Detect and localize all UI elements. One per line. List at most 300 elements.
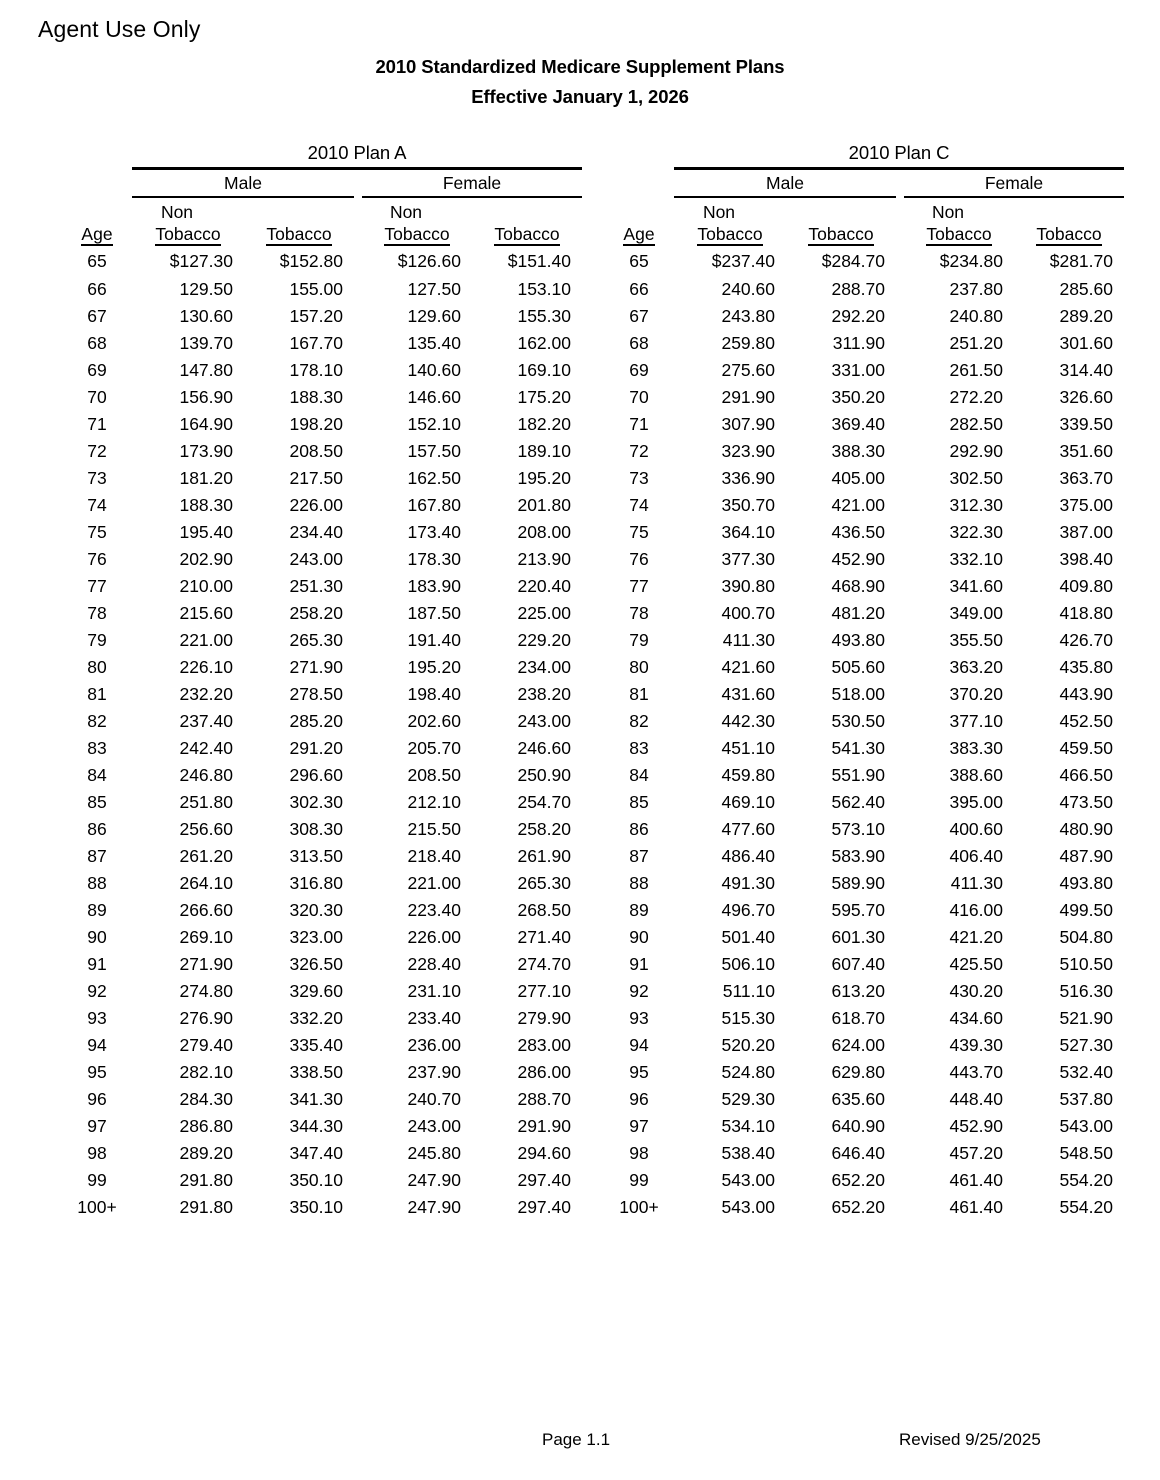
age-cell: 69 <box>629 359 649 380</box>
age-cell: 95 <box>87 1061 107 1082</box>
female-tobacco-cell: 554.20 <box>1059 1169 1113 1190</box>
table-row <box>604 924 1124 951</box>
female-non-tobacco-cell: 205.70 <box>407 737 461 758</box>
table-row <box>604 762 1124 789</box>
age-cell: 100+ <box>77 1196 117 1217</box>
spacer-cell <box>604 170 674 197</box>
age-cell: 80 <box>87 656 107 677</box>
table-row <box>604 789 1124 816</box>
group-gap <box>354 600 362 627</box>
age-cell: 93 <box>629 1007 649 1028</box>
table-row <box>604 276 1124 303</box>
male-tobacco-cell: 338.50 <box>289 1061 343 1082</box>
female-tobacco-cell: 268.50 <box>517 899 571 920</box>
female-tobacco-cell: 499.50 <box>1059 899 1113 920</box>
female-tobacco-cell: 182.20 <box>517 413 571 434</box>
male-non-tobacco-cell: 307.90 <box>721 413 775 434</box>
plan-a-rate-table <box>62 144 582 1221</box>
group-gap <box>354 411 362 438</box>
female-tobacco-cell: 279.90 <box>517 1007 571 1028</box>
group-gap <box>354 1167 362 1194</box>
female-non-tobacco-cell: 187.50 <box>407 602 461 623</box>
male-non-tobacco-cell: 237.40 <box>179 710 233 731</box>
male-non-tobacco-cell: 240.60 <box>721 278 775 299</box>
male-non-tobacco-cell: 282.10 <box>179 1061 233 1082</box>
age-cell: 67 <box>629 305 649 326</box>
female-tobacco-cell: 537.80 <box>1059 1088 1113 1109</box>
table-row <box>604 303 1124 330</box>
table-row <box>62 384 582 411</box>
female-tobacco-cell: $151.40 <box>507 250 571 271</box>
age-cell: 70 <box>629 386 649 407</box>
male-non-tobacco-cell: 269.10 <box>179 926 233 947</box>
female-non-tobacco-cell: $126.60 <box>397 250 461 271</box>
group-gap <box>896 789 904 816</box>
female-non-tobacco-cell: 215.50 <box>407 818 461 839</box>
male-non-tobacco-cell: 421.60 <box>721 656 775 677</box>
female-tobacco-cell: 195.20 <box>517 467 571 488</box>
age-cell: 99 <box>629 1169 649 1190</box>
female-non-tobacco-cell: 167.80 <box>407 494 461 515</box>
female-non-tobacco-cell: 218.40 <box>407 845 461 866</box>
male-tobacco-cell: 332.20 <box>289 1007 343 1028</box>
male-non-tobacco-cell: 286.80 <box>179 1115 233 1136</box>
male-tobacco-cell: 291.20 <box>289 737 343 758</box>
male-tobacco-cell: 607.40 <box>831 953 885 974</box>
female-non-tobacco-cell: 332.10 <box>949 548 1003 569</box>
male-tobacco-cell: 188.30 <box>289 386 343 407</box>
group-gap <box>896 870 904 897</box>
female-tobacco-cell: 162.00 <box>517 332 571 353</box>
male-tobacco-cell: 292.20 <box>831 305 885 326</box>
table-row <box>62 789 582 816</box>
table-row <box>604 978 1124 1005</box>
female-tobacco-cell: 339.50 <box>1059 413 1113 434</box>
group-gap <box>896 681 904 708</box>
male-non-tobacco-cell: 323.90 <box>721 440 775 461</box>
column-header-text: Tobacco <box>808 226 873 247</box>
female-non-tobacco-cell: 322.30 <box>949 521 1003 542</box>
group-gap <box>354 276 362 303</box>
female-tobacco-cell: 250.90 <box>517 764 571 785</box>
male-non-tobacco-cell: 543.00 <box>721 1196 775 1217</box>
plan-c-col-head-female-tobacco <box>1014 224 1124 248</box>
group-gap <box>354 573 362 600</box>
male-non-tobacco-cell: 130.60 <box>179 305 233 326</box>
group-gap <box>896 1086 904 1113</box>
female-non-tobacco-cell: 461.40 <box>949 1169 1003 1190</box>
female-tobacco-cell: 459.50 <box>1059 737 1113 758</box>
age-cell: 83 <box>629 737 649 758</box>
male-non-tobacco-cell: 538.40 <box>721 1142 775 1163</box>
table-row <box>62 1032 582 1059</box>
male-non-tobacco-cell: 491.30 <box>721 872 775 893</box>
table-row <box>62 546 582 573</box>
group-gap <box>354 224 362 248</box>
table-row <box>62 600 582 627</box>
female-tobacco-cell: 297.40 <box>517 1169 571 1190</box>
male-non-tobacco-cell: 195.40 <box>179 521 233 542</box>
table-row <box>604 411 1124 438</box>
group-gap <box>896 1005 904 1032</box>
female-non-tobacco-cell: 178.30 <box>407 548 461 569</box>
age-cell: 97 <box>629 1115 649 1136</box>
plan-c-group-header-male: Male <box>766 172 804 193</box>
female-non-tobacco-cell: $234.80 <box>939 250 1003 271</box>
male-tobacco-cell: 226.00 <box>289 494 343 515</box>
group-gap <box>354 708 362 735</box>
group-gap <box>896 600 904 627</box>
age-cell: 65 <box>629 250 649 271</box>
female-non-tobacco-cell: 146.60 <box>407 386 461 407</box>
male-tobacco-cell: 481.20 <box>831 602 885 623</box>
age-cell: 81 <box>629 683 649 704</box>
female-non-tobacco-cell: 363.20 <box>949 656 1003 677</box>
male-non-tobacco-cell: 511.10 <box>722 980 775 1001</box>
plan-c-rate-table <box>604 144 1124 1221</box>
plan-a-col-head-female-non-tobacco <box>362 224 472 248</box>
table-row <box>604 465 1124 492</box>
female-tobacco-cell: 351.60 <box>1059 440 1113 461</box>
male-tobacco-cell: 311.90 <box>832 332 885 353</box>
table-row <box>604 438 1124 465</box>
age-cell: 80 <box>629 656 649 677</box>
plan-c-table-block <box>604 144 1124 1221</box>
male-tobacco-cell: 562.40 <box>831 791 885 812</box>
group-gap <box>354 897 362 924</box>
group-gap <box>896 276 904 303</box>
male-tobacco-cell: 198.20 <box>289 413 343 434</box>
male-tobacco-cell: 329.60 <box>289 980 343 1001</box>
age-cell: 73 <box>87 467 107 488</box>
male-tobacco-cell: 308.30 <box>289 818 343 839</box>
group-gap <box>896 330 904 357</box>
table-row <box>604 843 1124 870</box>
male-non-tobacco-cell: 506.10 <box>721 953 775 974</box>
female-tobacco-cell: 271.40 <box>517 926 571 947</box>
female-tobacco-cell: 258.20 <box>517 818 571 839</box>
female-non-tobacco-cell: 282.50 <box>949 413 1003 434</box>
column-header-text: Tobacco <box>155 226 220 247</box>
female-tobacco-cell: 265.30 <box>517 872 571 893</box>
male-non-tobacco-cell: 181.20 <box>179 467 233 488</box>
group-gap <box>354 1086 362 1113</box>
table-row <box>604 1059 1124 1086</box>
page-title-line2: Effective January 1, 2026 <box>471 86 689 107</box>
column-header-text: Tobacco <box>926 226 991 247</box>
plan-a-female-non-label: Non <box>389 202 423 222</box>
table-row <box>62 330 582 357</box>
male-tobacco-cell: 285.20 <box>289 710 343 731</box>
group-gap <box>354 357 362 384</box>
group-gap <box>896 492 904 519</box>
male-non-tobacco-cell: 529.30 <box>721 1088 775 1109</box>
female-tobacco-cell: 213.90 <box>517 548 571 569</box>
age-cell: 75 <box>87 521 107 542</box>
group-gap <box>354 384 362 411</box>
male-non-tobacco-cell: 469.10 <box>721 791 775 812</box>
plan-a-group-header-female: Female <box>442 172 502 193</box>
female-non-tobacco-cell: 212.10 <box>407 791 461 812</box>
female-tobacco-cell: 246.60 <box>517 737 571 758</box>
age-cell: 75 <box>629 521 649 542</box>
table-row <box>62 303 582 330</box>
age-cell: 68 <box>87 332 107 353</box>
male-non-tobacco-cell: 442.30 <box>721 710 775 731</box>
male-tobacco-cell: $284.70 <box>821 250 885 271</box>
age-cell: 84 <box>629 764 649 785</box>
female-tobacco-cell: 387.00 <box>1059 521 1113 542</box>
table-row <box>62 978 582 1005</box>
male-tobacco-cell: 335.40 <box>289 1034 343 1055</box>
female-non-tobacco-cell: 377.10 <box>949 710 1003 731</box>
group-gap <box>354 1032 362 1059</box>
female-tobacco-cell: 532.40 <box>1059 1061 1113 1082</box>
age-cell: 82 <box>629 710 649 731</box>
table-row <box>604 681 1124 708</box>
table-row <box>62 276 582 303</box>
female-non-tobacco-cell: 452.90 <box>949 1115 1003 1136</box>
male-non-tobacco-cell: 411.30 <box>722 629 775 650</box>
male-tobacco-cell: 341.30 <box>289 1088 343 1109</box>
female-tobacco-cell: 189.10 <box>517 440 571 461</box>
female-non-tobacco-cell: 129.60 <box>407 305 461 326</box>
table-row <box>604 247 1124 276</box>
female-non-tobacco-cell: 388.60 <box>949 764 1003 785</box>
plan-c-table-header <box>604 144 1124 247</box>
age-cell: 92 <box>87 980 107 1001</box>
male-non-tobacco-cell: $237.40 <box>711 250 775 271</box>
male-tobacco-cell: 652.20 <box>831 1196 885 1217</box>
female-tobacco-cell: 169.10 <box>517 359 571 380</box>
table-row <box>604 1113 1124 1140</box>
male-tobacco-cell: 595.70 <box>831 899 885 920</box>
group-gap <box>896 708 904 735</box>
group-gap <box>896 1032 904 1059</box>
male-tobacco-cell: 388.30 <box>831 440 885 461</box>
spacer-cell <box>786 198 896 224</box>
male-non-tobacco-cell: 451.10 <box>721 737 775 758</box>
female-tobacco-cell: 418.80 <box>1059 602 1113 623</box>
column-header-text: Tobacco <box>384 226 449 247</box>
group-gap <box>354 681 362 708</box>
male-tobacco-cell: 421.00 <box>831 494 885 515</box>
female-tobacco-cell: 480.90 <box>1059 818 1113 839</box>
male-tobacco-cell: 278.50 <box>289 683 343 704</box>
age-cell: 85 <box>87 791 107 812</box>
table-row <box>62 1113 582 1140</box>
female-tobacco-cell: 409.80 <box>1059 575 1113 596</box>
group-gap <box>896 1113 904 1140</box>
table-row <box>604 735 1124 762</box>
age-cell: 79 <box>629 629 649 650</box>
spacer-cell <box>62 198 132 224</box>
male-tobacco-cell: 652.20 <box>831 1169 885 1190</box>
male-tobacco-cell: 629.80 <box>831 1061 885 1082</box>
male-non-tobacco-cell: 284.30 <box>179 1088 233 1109</box>
female-non-tobacco-cell: 226.00 <box>407 926 461 947</box>
agent-use-only-label: Agent Use Only <box>38 16 201 42</box>
female-tobacco-cell: 285.60 <box>1059 278 1113 299</box>
male-tobacco-cell: 178.10 <box>289 359 343 380</box>
group-gap <box>896 762 904 789</box>
age-cell: 70 <box>87 386 107 407</box>
age-cell: 69 <box>87 359 107 380</box>
male-non-tobacco-cell: $127.30 <box>169 250 233 271</box>
group-gap <box>354 1005 362 1032</box>
female-tobacco-cell: 288.70 <box>517 1088 571 1109</box>
male-tobacco-cell: 646.40 <box>831 1142 885 1163</box>
plan-a-col-head-male-tobacco <box>244 224 354 248</box>
plan-c-col-head-male-tobacco <box>786 224 896 248</box>
male-tobacco-cell: 613.20 <box>831 980 885 1001</box>
female-non-tobacco-cell: 162.50 <box>407 467 461 488</box>
female-tobacco-cell: $281.70 <box>1049 250 1113 271</box>
female-non-tobacco-cell: 400.60 <box>949 818 1003 839</box>
table-row <box>604 1167 1124 1194</box>
female-tobacco-cell: 229.20 <box>517 629 571 650</box>
group-gap <box>354 170 362 197</box>
age-cell: 93 <box>87 1007 107 1028</box>
group-gap <box>896 1140 904 1167</box>
age-cell: 71 <box>629 413 649 434</box>
male-tobacco-cell: 251.30 <box>289 575 343 596</box>
group-gap <box>896 735 904 762</box>
spacer-cell <box>604 144 674 167</box>
table-row <box>604 384 1124 411</box>
group-gap <box>354 816 362 843</box>
table-row <box>604 519 1124 546</box>
male-non-tobacco-cell: 390.80 <box>721 575 775 596</box>
age-cell: 76 <box>629 548 649 569</box>
male-non-tobacco-cell: 543.00 <box>721 1169 775 1190</box>
table-row <box>604 573 1124 600</box>
age-cell: 67 <box>87 305 107 326</box>
female-non-tobacco-cell: 237.80 <box>949 278 1003 299</box>
male-non-tobacco-cell: 477.60 <box>721 818 775 839</box>
age-cell: 86 <box>87 818 107 839</box>
male-non-tobacco-cell: 291.80 <box>179 1169 233 1190</box>
male-tobacco-cell: 618.70 <box>831 1007 885 1028</box>
female-non-tobacco-cell: 425.50 <box>949 953 1003 974</box>
male-non-tobacco-cell: 515.30 <box>721 1007 775 1028</box>
female-non-tobacco-cell: 443.70 <box>949 1061 1003 1082</box>
age-cell: 92 <box>629 980 649 1001</box>
male-non-tobacco-cell: 501.40 <box>721 926 775 947</box>
age-cell: 78 <box>629 602 649 623</box>
female-tobacco-cell: 277.10 <box>517 980 571 1001</box>
female-non-tobacco-cell: 140.60 <box>407 359 461 380</box>
group-gap <box>354 1113 362 1140</box>
female-non-tobacco-cell: 439.30 <box>949 1034 1003 1055</box>
table-row <box>62 411 582 438</box>
female-tobacco-cell: 493.80 <box>1059 872 1113 893</box>
age-cell: 77 <box>87 575 107 596</box>
female-non-tobacco-cell: 251.20 <box>949 332 1003 353</box>
table-row <box>604 1032 1124 1059</box>
group-gap <box>896 303 904 330</box>
table-row <box>604 870 1124 897</box>
female-tobacco-cell: 208.00 <box>517 521 571 542</box>
male-non-tobacco-cell: 215.60 <box>179 602 233 623</box>
age-cell: 72 <box>629 440 649 461</box>
table-row <box>62 492 582 519</box>
female-non-tobacco-cell: 341.60 <box>949 575 1003 596</box>
age-cell: 94 <box>629 1034 649 1055</box>
male-tobacco-cell: 331.00 <box>831 359 885 380</box>
group-gap <box>896 384 904 411</box>
plan-a-col-head-male-non-tobacco <box>132 224 244 248</box>
male-non-tobacco-cell: 173.90 <box>179 440 233 461</box>
male-tobacco-cell: 234.40 <box>289 521 343 542</box>
table-row <box>62 681 582 708</box>
age-cell: 76 <box>87 548 107 569</box>
table-row <box>604 1140 1124 1167</box>
male-tobacco-cell: 640.90 <box>831 1115 885 1136</box>
female-non-tobacco-cell: 302.50 <box>949 467 1003 488</box>
male-non-tobacco-cell: 221.00 <box>179 629 233 650</box>
male-tobacco-cell: 589.90 <box>831 872 885 893</box>
table-row <box>62 654 582 681</box>
female-tobacco-cell: 254.70 <box>517 791 571 812</box>
group-gap <box>896 198 904 224</box>
female-tobacco-cell: 283.00 <box>517 1034 571 1055</box>
male-non-tobacco-cell: 520.20 <box>721 1034 775 1055</box>
female-tobacco-cell: 291.90 <box>517 1115 571 1136</box>
age-cell: 71 <box>87 413 107 434</box>
female-tobacco-cell: 554.20 <box>1059 1196 1113 1217</box>
female-non-tobacco-cell: 292.90 <box>949 440 1003 461</box>
group-gap <box>896 654 904 681</box>
female-tobacco-cell: 286.00 <box>517 1061 571 1082</box>
table-row <box>604 330 1124 357</box>
female-non-tobacco-cell: 152.10 <box>407 413 461 434</box>
male-tobacco-cell: 350.10 <box>289 1169 343 1190</box>
female-non-tobacco-cell: 243.00 <box>407 1115 461 1136</box>
female-tobacco-cell: 153.10 <box>517 278 571 299</box>
table-row <box>62 870 582 897</box>
male-tobacco-cell: 323.00 <box>289 926 343 947</box>
male-tobacco-cell: 551.90 <box>831 764 885 785</box>
table-row <box>62 924 582 951</box>
plan-a-title: 2010 Plan A <box>307 142 407 163</box>
group-gap <box>354 1059 362 1086</box>
male-non-tobacco-cell: 291.90 <box>721 386 775 407</box>
group-gap <box>354 735 362 762</box>
group-gap <box>354 1140 362 1167</box>
group-gap <box>896 438 904 465</box>
group-gap <box>354 330 362 357</box>
female-non-tobacco-cell: 349.00 <box>949 602 1003 623</box>
age-cell: 88 <box>629 872 649 893</box>
male-non-tobacco-cell: 251.80 <box>179 791 233 812</box>
table-row <box>62 438 582 465</box>
female-non-tobacco-cell: 236.00 <box>407 1034 461 1055</box>
age-cell: 89 <box>629 899 649 920</box>
age-cell: 84 <box>87 764 107 785</box>
age-cell: 65 <box>87 250 107 271</box>
plan-a-table-body <box>62 247 582 1221</box>
female-non-tobacco-cell: 272.20 <box>949 386 1003 407</box>
group-gap <box>354 951 362 978</box>
table-row <box>604 600 1124 627</box>
male-tobacco-cell: 541.30 <box>831 737 885 758</box>
female-tobacco-cell: 548.50 <box>1059 1142 1113 1163</box>
female-non-tobacco-cell: 355.50 <box>949 629 1003 650</box>
male-non-tobacco-cell: 243.80 <box>721 305 775 326</box>
male-non-tobacco-cell: 459.80 <box>721 764 775 785</box>
group-gap <box>896 465 904 492</box>
